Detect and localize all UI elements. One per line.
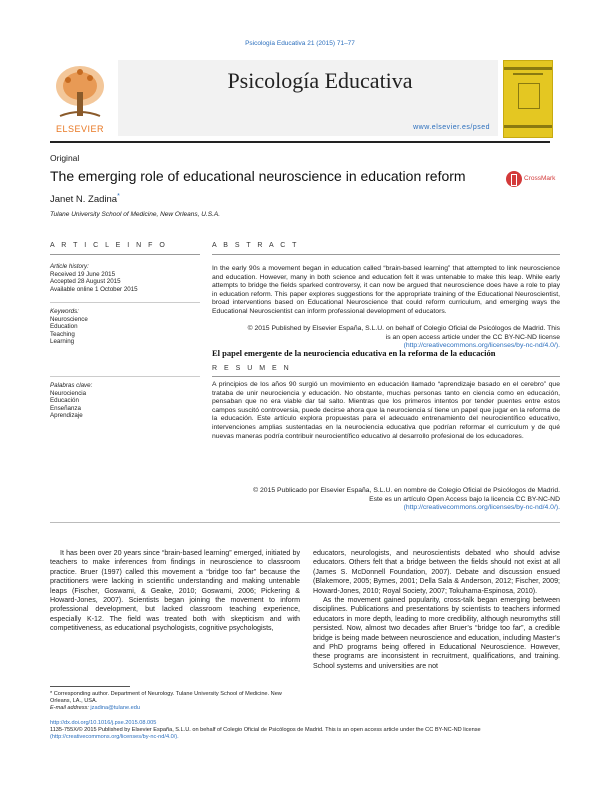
doi-link[interactable]: http://dx.doi.org/10.1016/j.pse.2015.08.005 [50,720,157,726]
crossmark-label: CrossMark [524,175,556,182]
resumen-copyright-line: Este es un artículo Open Access bajo la licencia CC BY-NC-ND [369,495,560,503]
history-online: Available online 1 October 2015 [50,285,138,293]
footer-license-link[interactable]: (http://creativecommons.org/licenses/by-nc-nd/4.0/). [50,734,179,740]
info-divider [50,302,200,303]
email-label: E-mail address: [50,705,89,711]
palabras-label: Palabras clave: [50,382,93,389]
abstract-rule [212,254,560,255]
palabra-item: Enseñanza [50,404,81,412]
abstract-heading: A B S T R A C T [212,242,299,249]
elsevier-tree-logo [50,60,110,132]
email-link[interactable]: jzadina@tulane.edu [90,705,140,711]
doi-block [50,720,560,741]
issn-line: 1135-755X/© 2015 Published by Elsevier España, S.L.U. on behalf of Colegio Oficial de Psicólogos de Madrid. This is an open access article under the CC BY-NC-ND license [50,727,481,733]
crossmark-badge[interactable] [505,170,556,190]
history-accepted: Accepted 28 August 2015 [50,278,121,286]
article-title: The emerging role of educational neuroscience in education reform [50,168,466,184]
journal-citation[interactable]: Psicología Educativa 21 (2015) 71–77 [245,40,355,47]
palabra-item: Neurociencia [50,389,87,397]
corresponding-author-note: * Corresponding author. Department of Neurology. Tulane University School of Medicine. New Orleans, LA., USA. [50,691,282,704]
keyword-item: Neuroscience [50,315,88,323]
article-info-heading: A R T I C L E I N F O [50,242,168,249]
history-label: Article history: [50,263,89,270]
body-paragraph: It has been over 20 years since “brain-based learning” emerged, initiated by teachers to make inferences from findings in neuroscience to classroom practice. Bruer (1997) called this movement a “bridge too far” because the practitioners were lacking in scientific understanding and making untenable leaps (Fischer, Goswami, & Geake, 2010; Goswami, 2006; Pickering & Howard-Jones, 2007). Scientists began joining the movement to inform professional development, but lacked classroom teaching experience, especially K-12. The field was treated both with skepticism and with competitiveness, as educational psychologists, cognitive psychologists, [50,549,300,633]
abstract-end-rule [50,522,560,523]
body-left-column [50,549,300,634]
email-line [50,705,300,712]
article-info-rule [50,254,200,255]
header-rule [50,141,550,143]
crossmark-icon [505,170,523,190]
resumen-rule [212,376,560,377]
keywords-block [50,308,200,346]
keywords-label: Keywords: [50,308,79,315]
palabra-item: Aprendizaje [50,412,83,420]
resumen-text: A principios de los años 90 surgió un movimiento en educación llamado “aprendizaje basado en el cerebro” que trataba de unir neurociencia y educación. No obstante, muchas personas tanto en ciencia como en educación, pensaban que no era viable dar tal salto. Mientras que los primeros intentos por tender puentes entre estos campos suscitó controversia, puede decirse ahora que la neurociencia sí tiene un papel que jugar en la reforma de la educación. Este artículo explora propuestas para el adecuado entrenamiento del neurocientífico educativo, intervenciones amplias sustentadas en la neurociencia educativa que podrían reformar el curriculum y de qué nuevas maneras podría contribuir neurocientífico educativo al desarrollo profesional de los educadores. [212,381,560,440]
abstract-copyright-line: © 2015 Published by Elsevier España, S.L.U. on behalf of Colegio Oficial de Psicólogos de Madrid. This [247,325,560,332]
journal-url-link[interactable]: www.elsevier.es/psed [413,124,490,131]
palabras-clave-block [50,382,200,420]
footnote-rule [50,686,130,687]
author-name-text: Janet N. Zadina [50,194,118,206]
cover-stripe [513,73,543,75]
author-name [50,193,120,205]
author-footnote-mark[interactable]: * [117,193,120,200]
journal-title: Psicología Educativa [227,68,413,93]
resumen-license-link[interactable]: (http://creativecommons.org/licenses/by-nc-nd/4.0/). [403,504,560,512]
resumen-heading: R E S U M E N [212,365,292,372]
body-paragraph: educators, neurologists, and neuroscientists debated who should advise educators. Others felt that a bridge between the fields should not exist at all (James S. McDonnell Foundation, 2007). Debate and discussion ensued (Blakemore, 2005; Byrnes, 2001; Della Sala & Anderson, 2012; Fischer, 2009; Howard-Jones, 2010; Royal Society, 2007; Tokuhama-Espinosa, 2010). [313,549,560,595]
journal-cover-thumbnail [503,60,553,138]
cover-stripe [504,67,552,70]
keyword-item: Learning [50,338,75,346]
abstract-license-link[interactable]: (http://creativecommons.org/licenses/by-nc-nd/4.0/). [403,342,560,350]
body-right-column [313,549,560,671]
abstract-text: In the early 90s a movement began in education called “brain-based learning” that attempted to link neuroscience and education. However, many in both science and education felt it was untenable to make this leap. While early attempts to bridge the fields sparked controversy, it can now be argued that neuroscience does have a role to play in education reform. This paper explores suggestions for the appropriate training of the Educational Neuroscientist, broad interventions based on Educational Neuroscience that could reform curriculum, and emerging ways the Educational Neuroscientist can inform professional development of educators. [212,265,560,315]
resumen-copyright [212,487,560,513]
article-history [50,263,200,293]
author-affiliation: Tulane University School of Medicine, New Orleans, U.S.A. [50,211,221,218]
info-divider [50,376,200,377]
history-received: Received 19 June 2015 [50,270,116,278]
corresponding-footnote [50,691,300,712]
cover-emblem [518,83,540,109]
resumen-copyright-line: © 2015 Publicado por Elsevier España, S.L.U. en nombre de Colegio Oficial de Psicólogos de Madrid. [253,487,560,494]
cover-stripe [504,125,552,128]
body-paragraph: As the movement gained popularity, cross-talk began emerging between disciplines. Publications and presentations by scientists to teachers informed educators in more depth, leading to more credibility, although neuromyths still persisted. Now, almost two decades after Bruer’s “bridge too far”, a credible bridge is being made between neuroscience and education, including Master’s and PhD programs being offered in Educational Neuroscience. However, these programs are inconsistent in recruitment, qualifications, and training. School systems and universities are not [313,596,560,670]
article-section-label: Original [50,153,80,163]
keyword-item: Education [50,323,78,331]
spanish-title: El papel emergente de la neurociencia educativa en la reforma de la educación [212,348,496,358]
abstract-copyright [212,325,560,351]
abstract-copyright-line: is an open access article under the CC BY-NC-ND license [385,333,560,341]
keyword-item: Teaching [50,330,75,338]
palabra-item: Educación [50,397,79,405]
publisher-name: ELSEVIER [55,124,105,134]
